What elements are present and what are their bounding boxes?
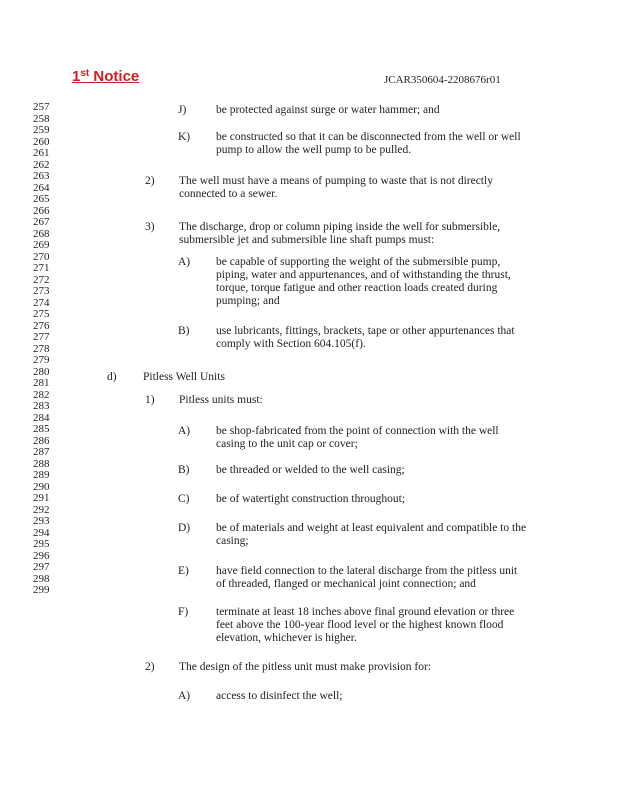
- item-j-text: [216, 104, 440, 117]
- paragraph-2-text: [179, 175, 493, 201]
- notice-number: 1: [72, 68, 81, 85]
- item-3a-line: be capable of supporting the weight of the submersible pump,: [216, 256, 501, 268]
- section-d2-marker: 2): [145, 661, 155, 673]
- line-number: 293: [33, 515, 50, 527]
- item-k-line: be constructed so that it can be disconnected from the well or well: [216, 131, 521, 143]
- line-number: 257: [33, 101, 50, 113]
- section-d2-line: The design of the pitless unit must make provision for:: [179, 661, 432, 673]
- item-d1f-line: feet above the 100-year flood level or the highest known flood: [216, 619, 504, 631]
- line-number: 281: [33, 377, 50, 389]
- item-k-marker: K): [178, 131, 191, 143]
- line-number: 260: [33, 135, 50, 148]
- line-number: 295: [33, 538, 50, 550]
- item-d1d-marker: D): [178, 522, 191, 534]
- item-d1d-line: casing;: [216, 535, 249, 547]
- section-d1-text: [179, 394, 263, 407]
- line-number: 289: [33, 469, 50, 481]
- item-d2a-marker: A): [178, 690, 191, 702]
- line-number: 299: [33, 584, 50, 596]
- line-number: 261: [33, 147, 50, 159]
- line-number: 264: [33, 181, 50, 194]
- line-number: 273: [33, 285, 50, 297]
- line-number: 258: [33, 112, 50, 125]
- item-d1f-marker: F): [178, 606, 189, 618]
- line-number: 280: [33, 365, 50, 378]
- line-number: 267: [33, 216, 50, 228]
- section-d-heading: [143, 371, 225, 384]
- line-number: 279: [33, 354, 50, 366]
- item-d1f-line: elevation, whichever is higher.: [216, 632, 357, 644]
- section-d1-line: Pitless units must:: [179, 394, 263, 406]
- paragraph-3-marker: 3): [145, 221, 155, 233]
- line-number: 297: [33, 561, 50, 573]
- item-3a-marker: A): [178, 256, 191, 268]
- notice-ordinal-suffix: st: [80, 68, 90, 79]
- paragraph-2-line: The well must have a means of pumping to waste that is not directly: [179, 175, 493, 187]
- line-number: 290: [33, 480, 50, 493]
- document-id: JCAR350604-2208676r01: [384, 74, 501, 86]
- item-d1c-text: [216, 493, 405, 506]
- line-number: 276: [33, 319, 50, 332]
- line-number: 286: [33, 434, 50, 447]
- line-number: 271: [33, 262, 50, 274]
- line-number-column: [33, 102, 50, 597]
- notice-heading: [72, 68, 139, 85]
- item-d1b-marker: B): [178, 464, 190, 476]
- line-number: 266: [33, 204, 50, 217]
- section-d2-text: [179, 661, 431, 674]
- item-d1f-text: [216, 606, 514, 645]
- line-number: 285: [33, 423, 50, 435]
- line-number: 275: [33, 308, 50, 320]
- item-d2a-line: access to disinfect the well;: [216, 690, 343, 702]
- line-number: 294: [33, 526, 50, 539]
- paragraph-2-line: connected to a sewer.: [179, 188, 278, 200]
- line-number: 283: [33, 400, 50, 412]
- section-d-marker: d): [107, 371, 117, 383]
- line-number: 262: [33, 158, 50, 171]
- item-d1e-line: of threaded, flanged or mechanical joint connection; and: [216, 578, 476, 590]
- line-number: 259: [33, 124, 50, 136]
- paragraph-2-marker: 2): [145, 175, 155, 187]
- line-number: 292: [33, 503, 50, 516]
- line-number: 288: [33, 457, 50, 470]
- paragraph-3-line: submersible jet and submersible line shaft pumps must:: [179, 234, 435, 246]
- item-d1f-line: terminate at least 18 inches above final ground elevation or three: [216, 606, 515, 618]
- item-d1a-line: casing to the unit cap or cover;: [216, 438, 358, 450]
- item-d1c-marker: C): [178, 493, 190, 505]
- line-number: 291: [33, 492, 50, 504]
- line-number: 296: [33, 549, 50, 562]
- item-d1a-text: [216, 425, 499, 451]
- line-number: 298: [33, 572, 50, 585]
- item-k-line: pump to allow the well pump to be pulled.: [216, 144, 412, 156]
- line-number: 272: [33, 273, 50, 286]
- item-d1c-line: be of watertight construction throughout;: [216, 493, 406, 505]
- item-d1a-line: be shop-fabricated from the point of connection with the well: [216, 425, 499, 437]
- item-d1d-text: [216, 522, 526, 548]
- item-d1e-text: [216, 565, 517, 591]
- item-3b-text: [216, 325, 515, 351]
- item-d1a-marker: A): [178, 425, 191, 437]
- item-3a-text: [216, 256, 511, 308]
- paragraph-3-line: The discharge, drop or column piping inside the well for submersible,: [179, 221, 501, 233]
- line-number: 278: [33, 342, 50, 355]
- item-d1e-marker: E): [178, 565, 189, 577]
- line-number: 265: [33, 193, 50, 205]
- paragraph-3-text: [179, 221, 500, 247]
- line-number: 282: [33, 388, 50, 401]
- item-j-marker: J): [178, 104, 187, 116]
- item-3b-line: use lubricants, fittings, brackets, tape or other appurtenances that: [216, 325, 515, 337]
- item-3b-marker: B): [178, 325, 190, 337]
- item-k-text: [216, 131, 521, 157]
- item-d1b-text: [216, 464, 405, 477]
- notice-word: Notice: [89, 68, 140, 85]
- line-number: 284: [33, 411, 50, 424]
- item-3a-line: torque, torque fatigue and other reaction loads created during: [216, 282, 498, 294]
- line-number: 274: [33, 296, 50, 309]
- line-number: 263: [33, 170, 50, 182]
- item-3b-line: comply with Section 604.105(f).: [216, 338, 366, 350]
- line-number: 277: [33, 331, 50, 343]
- line-number: 270: [33, 250, 50, 263]
- line-number: 287: [33, 446, 50, 458]
- item-3a-line: piping, water and appurtenances, and of withstanding the thrust,: [216, 269, 511, 281]
- section-d-line: Pitless Well Units: [143, 371, 225, 383]
- item-3a-line: pumping; and: [216, 295, 280, 307]
- item-d1d-line: be of materials and weight at least equivalent and compatible to the: [216, 522, 527, 534]
- item-d1b-line: be threaded or welded to the well casing;: [216, 464, 405, 476]
- section-d1-marker: 1): [145, 394, 155, 406]
- item-d1e-line: have field connection to the lateral discharge from the pitless unit: [216, 565, 518, 577]
- line-number: 269: [33, 239, 50, 251]
- line-number: 268: [33, 227, 50, 240]
- item-j-line: be protected against surge or water hammer; and: [216, 104, 440, 116]
- item-d2a-text: [216, 690, 342, 703]
